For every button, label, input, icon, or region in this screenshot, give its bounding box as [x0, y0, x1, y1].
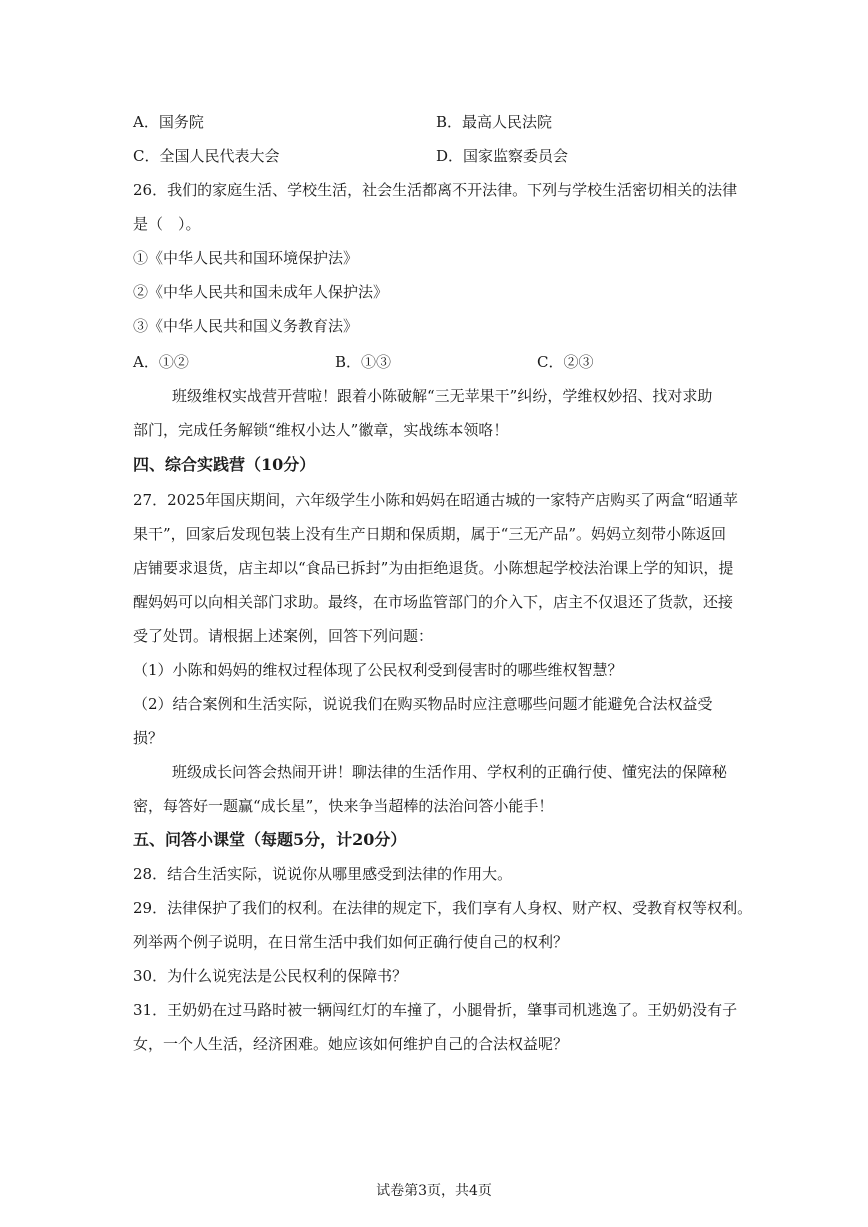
q25-option-b: B．最高人民法院: [436, 113, 553, 131]
q27-line3: 店铺要求退货，店主却以“食品已拆封”为由拒绝退货。小陈想起学校法治课上学的知识，提: [133, 559, 734, 577]
q28-line1: 28．结合生活实际，说说你从哪里感受到法律的作用大。: [133, 865, 513, 883]
page-footer: 试卷第3页，共4页: [376, 1183, 492, 1199]
q26-item-2: ②《中华人民共和国未成年人保护法》: [133, 283, 389, 301]
q25-option-a: A．国务院: [133, 113, 204, 131]
q27-subquestion-1: （1）小陈和妈妈的维权过程体现了公民权利受到侵害时的哪些维权智慧？: [133, 661, 623, 679]
q27-line2: 果干”，回家后发现包装上没有生产日期和保质期，属于“三无产品”。妈妈立刻带小陈返回: [133, 525, 727, 543]
section5-intro-line1: 班级成长问答会热闹开讲！聊法律的生活作用、学权利的正确行使、懂宪法的保障秘: [172, 763, 728, 781]
q26-stem-line2: 是（ ）。: [133, 215, 201, 233]
q26-option-a: A．①②: [133, 353, 189, 371]
q25-option-d: D．国家监察委员会: [436, 147, 569, 165]
section4-intro-line2: 部门，完成任务解锁“维权小达人”徽章，实战练本领咯！: [133, 421, 509, 439]
q25-option-c: C．全国人民代表大会: [133, 147, 280, 165]
q26-option-b: B．①③: [335, 353, 392, 371]
q27-line1: 27．2025年国庆期间，六年级学生小陈和妈妈在昭通古城的一家特产店购买了两盒“昭通苹: [133, 491, 738, 509]
section4-title: 四、综合实践营（10分）: [133, 455, 316, 474]
q30-line1: 30．为什么说宪法是公民权利的保障书？: [133, 967, 408, 985]
q27-subquestion-2-line2: 损？: [133, 729, 164, 747]
q27-line5: 受了处罚。请根据上述案例，回答下列问题：: [133, 627, 434, 645]
section5-intro-line2: 密，每答好一题赢“成长星”，快来争当超棒的法治问答小能手！: [133, 797, 554, 815]
q31-line1: 31．王奶奶在过马路时被一辆闯红灯的车撞了，小腿骨折，肇事司机逃逸了。王奶奶没有子: [133, 1001, 738, 1019]
q26-item-3: ③《中华人民共和国义务教育法》: [133, 317, 359, 335]
q27-subquestion-2-line1: （2）结合案例和生活实际，说说我们在购买物品时应注意哪些问题才能避免合法权益受: [133, 695, 713, 713]
q26-stem-line1: 26．我们的家庭生活、学校生活，社会生活都离不开法律。下列与学校生活密切相关的法律: [133, 181, 738, 199]
q29-line2: 列举两个例子说明，在日常生活中我们如何正确行使自己的权利？: [133, 933, 569, 951]
q31-line2: 女，一个人生活，经济困难。她应该如何维护自己的合法权益呢？: [133, 1035, 569, 1053]
q26-option-c: C．②③: [537, 353, 594, 371]
q29-line1: 29．法律保护了我们的权利。在法律的规定下，我们享有人身权、财产权、受教育权等权利。: [133, 899, 753, 917]
section5-title: 五、问答小课堂（每题5分，计20分）: [133, 830, 407, 849]
section4-intro-line1: 班级维权实战营开营啦！跟着小陈破解“三无苹果干”纠纷，学维权妙招、找对求助: [172, 387, 713, 405]
q27-line4: 醒妈妈可以向相关部门求助。最终，在市场监管部门的介入下，店主不仅退还了货款，还接: [133, 593, 734, 611]
q26-item-1: ①《中华人民共和国环境保护法》: [133, 249, 359, 267]
